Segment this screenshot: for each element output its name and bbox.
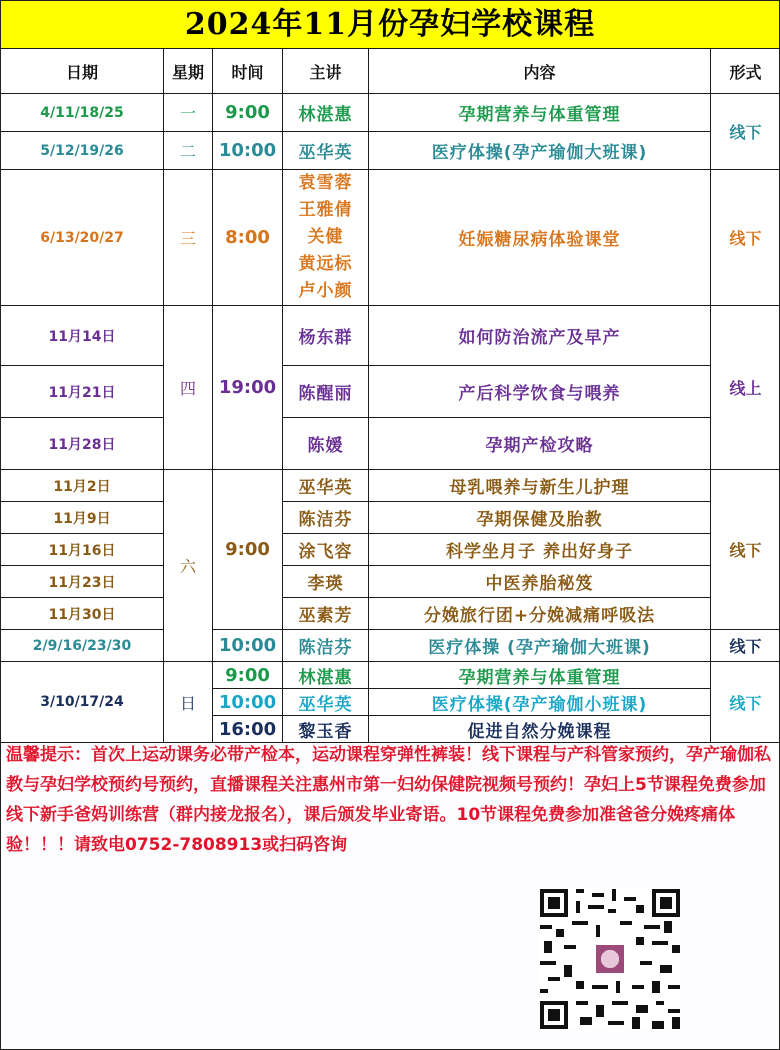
time-cell: 19:00 — [213, 306, 283, 470]
format-cell: 线下 — [711, 470, 780, 630]
lecturer-cell: 陈洁芬 — [283, 630, 369, 662]
date-cell: 11月30日 — [1, 598, 164, 630]
format-cell: 线下 — [711, 170, 780, 306]
table-row — [1, 94, 780, 132]
content-cell: 如何防治流产及早产 — [369, 306, 711, 366]
date-cell: 3/10/17/24 — [1, 662, 164, 743]
content-cell: 医疗体操(孕产瑜伽小班课) — [369, 689, 711, 716]
date-cell: 6/13/20/27 — [1, 170, 164, 306]
content-cell: 产后科学饮食与喂养 — [369, 366, 711, 418]
date-cell: 11月28日 — [1, 418, 164, 470]
content-cell: 孕期产检攻略 — [369, 418, 711, 470]
header-date: 日期 — [1, 49, 164, 94]
table-row — [1, 470, 780, 502]
time-cell: 10:00 — [213, 132, 283, 170]
table-row — [1, 534, 780, 566]
date-cell: 5/12/19/26 — [1, 132, 164, 170]
content-cell: 母乳喂养与新生儿护理 — [369, 470, 711, 502]
content-cell: 孕期营养与体重管理 — [369, 94, 711, 132]
lecturer-cell: 陈媛 — [283, 418, 369, 470]
table-row — [1, 630, 780, 662]
lecturer-cell: 陈洁芬 — [283, 502, 369, 534]
table-row — [1, 502, 780, 534]
lecturer-cell: 巫华英 — [283, 689, 369, 716]
lecturer-cell: 陈醒丽 — [283, 366, 369, 418]
header-time: 时间 — [213, 49, 283, 94]
lecturer-cell: 杨东群 — [283, 306, 369, 366]
weekday-cell: 二 — [164, 132, 213, 170]
table-row — [1, 170, 780, 306]
content-cell: 孕期营养与体重管理 — [369, 662, 711, 689]
header-format: 形式 — [711, 49, 780, 94]
content-cell: 科学坐月子 养出好身子 — [369, 534, 711, 566]
content-cell: 促进自然分娩课程 — [369, 716, 711, 743]
time-cell: 9:00 — [213, 94, 283, 132]
content-cell: 医疗体操(孕产瑜伽大班课) — [369, 132, 711, 170]
lecturer-name: 王雅倩 — [298, 200, 353, 220]
table-row — [1, 306, 780, 366]
header-lecturer: 主讲 — [283, 49, 369, 94]
table-row — [1, 566, 780, 598]
course-schedule-table — [0, 48, 780, 743]
lecturer-cell: 林湛惠 — [283, 94, 369, 132]
time-cell: 8:00 — [213, 170, 283, 306]
lecturer-cell: 巫素芳 — [283, 598, 369, 630]
header-weekday: 星期 — [164, 49, 213, 94]
lecturer-name: 关健 — [307, 227, 344, 247]
lecturer-cell: 巫华英 — [283, 470, 369, 502]
page-title: 2024年11月份孕妇学校课程 — [0, 0, 780, 49]
lecturer-cell: 林湛惠 — [283, 662, 369, 689]
time-cell: 10:00 — [213, 689, 283, 716]
content-cell: 分娩旅行团+分娩减痛呼吸法 — [369, 598, 711, 630]
weekday-cell: 日 — [164, 662, 213, 743]
format-cell: 线上 — [711, 306, 780, 470]
date-cell: 11月2日 — [1, 470, 164, 502]
weekday-cell: 六 — [164, 470, 213, 662]
time-cell: 9:00 — [213, 662, 283, 689]
date-cell: 11月14日 — [1, 306, 164, 366]
lecturer-cell: 黎玉香 — [283, 716, 369, 743]
table-row — [1, 132, 780, 170]
table-row — [1, 598, 780, 630]
format-cell: 线下 — [711, 662, 780, 743]
date-cell: 11月21日 — [1, 366, 164, 418]
content-cell: 孕期保健及胎教 — [369, 502, 711, 534]
table-row — [1, 366, 780, 418]
date-cell: 2/9/16/23/30 — [1, 630, 164, 662]
time-cell: 16:00 — [213, 716, 283, 743]
table-row — [1, 662, 780, 689]
date-cell: 11月16日 — [1, 534, 164, 566]
lecturer-name: 黄远标 — [298, 254, 353, 274]
lecturer-name: 袁雪蓉 — [298, 173, 353, 193]
date-cell: 11月23日 — [1, 566, 164, 598]
table-row — [1, 418, 780, 470]
weekday-cell: 四 — [164, 306, 213, 470]
lecturer-name: 卢小颜 — [298, 281, 353, 301]
table-header-row — [1, 49, 780, 94]
header-content: 内容 — [369, 49, 711, 94]
lecturer-cell: 李瑛 — [283, 566, 369, 598]
format-cell: 线下 — [711, 94, 780, 170]
lecturer-cell — [283, 170, 369, 306]
date-cell: 11月9日 — [1, 502, 164, 534]
content-cell: 医疗体操 (孕产瑜伽大班课) — [369, 630, 711, 662]
lecturer-cell: 涂飞容 — [283, 534, 369, 566]
time-cell: 10:00 — [213, 630, 283, 662]
lecturer-cell: 巫华英 — [283, 132, 369, 170]
weekday-cell: 三 — [164, 170, 213, 306]
content-cell: 妊娠糖尿病体验课堂 — [369, 170, 711, 306]
date-cell: 4/11/18/25 — [1, 94, 164, 132]
time-cell: 9:00 — [213, 470, 283, 630]
content-cell: 中医养胎秘笈 — [369, 566, 711, 598]
notice-text: 温馨提示：首次上运动课务必带产检本，运动课程穿弹性裤装！线下课程与产科管家预约，孕产瑜伽私教与孕妇学校预约号预约，直播课程关注惠州市第一妇幼保健院视频号预约！孕妇上5节课程免费参加线下新手爸妈训练营（群内接龙报名），课后颁发毕业寄语。10节课程免费参加准爸爸分娩疼痛体验！！！请致电0752-7808913或扫码咨询 — [6, 745, 771, 855]
qr-code-icon[interactable] — [540, 888, 680, 1030]
weekday-cell: 一 — [164, 94, 213, 132]
format-cell: 线下 — [711, 630, 780, 662]
